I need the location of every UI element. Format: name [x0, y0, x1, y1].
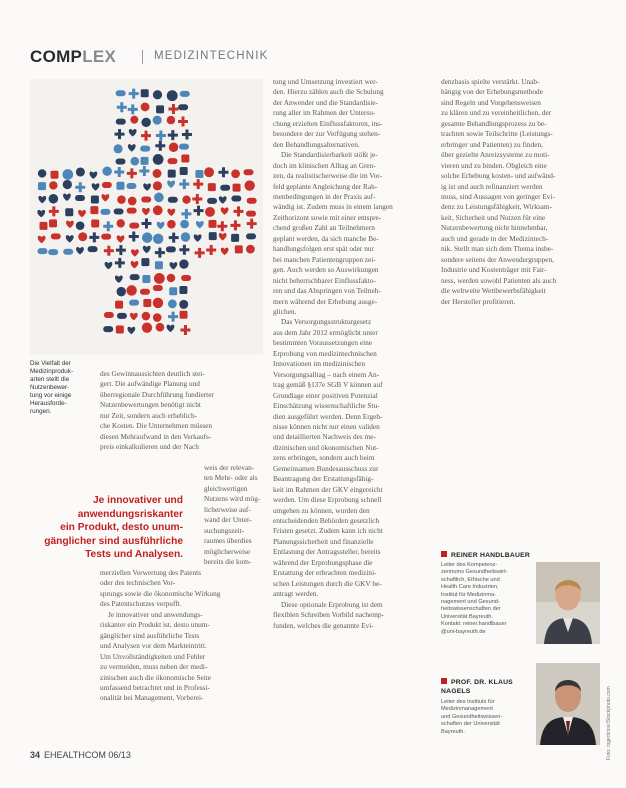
medical-kit-icon: [181, 155, 189, 163]
text-line: gert. Die aufwändige Planung und: [100, 379, 200, 389]
pill-icon: [49, 181, 57, 189]
section-title: MEDIZINTECHNIK: [154, 50, 269, 62]
heart-icon: [129, 129, 137, 136]
cross-icon: [178, 116, 188, 126]
author-bio-2-text: Leiter des Instituts für Medizinmanagement und Gesundheitswissen- schaften der Universität Bayreuth.: [441, 699, 503, 735]
page-footer: [30, 750, 131, 760]
article-column-1-narrow: weis der relevan- ten Mehr- oder als gleichwertigen Nutzens wird mög- licherweise auf- wand der Unter- suchungszeit- raumes überdies möglicherweise bereits die kom-: [204, 463, 261, 567]
cross-icon: [141, 131, 151, 141]
article-column-1-top: [100, 369, 263, 453]
cross-icon: [141, 218, 151, 228]
cross-icon: [218, 167, 228, 177]
pill-icon: [76, 221, 85, 230]
brand-dark: COMP: [30, 47, 83, 66]
capsule-icon: [88, 246, 98, 252]
medical-kit-icon: [116, 182, 124, 190]
pill-icon: [168, 299, 177, 308]
cross-icon: [206, 245, 216, 255]
medical-kit-icon: [38, 182, 46, 190]
capsule-icon: [153, 285, 163, 291]
cross-icon: [180, 325, 190, 335]
cross-icon: [139, 166, 149, 176]
heart-icon: [78, 210, 86, 217]
heart-icon: [115, 275, 123, 282]
cross-icon: [193, 179, 203, 189]
cross-icon: [179, 179, 189, 189]
medical-kit-icon: [91, 220, 99, 228]
page-number: 34: [30, 750, 41, 760]
pill-icon: [169, 143, 178, 152]
cross-icon: [116, 245, 126, 255]
brand-light: LEX: [82, 47, 117, 66]
image-caption: Die Vielfalt der Medizinproduk- arten stellt die Nutzenbewer- tung vor einige Herausforde- rungen.: [30, 360, 74, 415]
medical-kit-icon: [142, 275, 150, 283]
capsule-icon: [37, 248, 47, 254]
capsule-icon: [178, 104, 188, 110]
pill-icon: [126, 285, 136, 295]
photo-credit: Foto: rogerbrice/iStockphoto.com: [606, 686, 612, 760]
cross-icon: [194, 206, 204, 216]
cross-icon: [181, 209, 191, 219]
medical-kit-icon: [208, 220, 216, 228]
capsule-icon: [51, 233, 61, 239]
cross-icon: [103, 221, 113, 231]
cross-icon: [182, 130, 192, 140]
pill-icon: [179, 300, 188, 309]
pill-icon: [156, 323, 165, 332]
text-line: diesen Mehraufwand in den Verkaufs-: [100, 431, 212, 441]
pill-icon: [141, 118, 150, 127]
article-column-1-bottom: merziellen Verwertung des Patents oder des technischen Vor- sprungs sowie die ökonomische Wirkung des Patentschutzes verpufft. Je innovativer und anwendungs- riskanter ein Produkt ist, desto unum- gänglicher sind ausführliche Tests und Analysen vor dem Markteintritt. Um Unvollständigkeiten und Fehler zu vermeiden, muss neben der medi- zinischen auch die ökonomische Seite umfassend betrachtet und in Professi- onalität bei Management, Vorberei-: [100, 568, 221, 703]
capsule-icon: [243, 169, 253, 175]
pill-icon: [130, 116, 138, 124]
cross-icon: [156, 131, 166, 141]
heart-icon: [76, 247, 84, 254]
heart-icon: [38, 236, 46, 243]
pill-icon: [78, 232, 87, 241]
medical-kit-icon: [141, 258, 149, 266]
medical-kit-icon: [235, 245, 243, 253]
capsule-icon: [117, 313, 127, 319]
cross-icon: [233, 206, 243, 216]
pill-icon: [153, 181, 162, 190]
heart-icon: [117, 235, 125, 242]
pill-icon: [182, 195, 190, 203]
heart-icon: [37, 210, 45, 217]
heart-icon: [143, 183, 151, 190]
pill-icon: [117, 219, 125, 227]
pill-icon: [167, 116, 175, 124]
author-photo-2: [536, 663, 600, 745]
pill-icon: [179, 259, 188, 268]
medical-kit-icon: [65, 208, 73, 216]
cross-icon: [247, 219, 257, 229]
medical-kit-icon: [209, 232, 217, 240]
heart-icon: [89, 171, 97, 178]
pill-icon: [153, 90, 162, 99]
medical-kit-icon: [49, 219, 57, 227]
capsule-icon: [114, 208, 124, 214]
heart-icon: [167, 181, 175, 188]
heart-icon: [128, 144, 136, 151]
medical-kit-icon: [180, 311, 188, 319]
text-line: des Gewinnaussichten deutlich stei-: [100, 369, 205, 378]
cross-icon: [104, 246, 114, 256]
heart-icon: [167, 209, 175, 216]
cross-icon: [168, 312, 178, 322]
cross-icon: [117, 102, 127, 112]
cross-icon: [230, 220, 240, 230]
cross-icon: [129, 89, 139, 99]
author-bio-1-text: Leiter des Kompetenz- zentrums Gesundheitswirt- schaftlich, Ethische und Health Care Industrien, Institut für Medizinma- nagement und Gesund- heitswissenschaften der Universität Bayreuth. Kontakt: reiner.handlbauer @uni-bayreuth.de: [441, 562, 508, 635]
heart-icon: [38, 196, 46, 203]
capsule-icon: [75, 195, 85, 201]
pill-icon: [154, 193, 164, 203]
medical-kit-icon: [155, 261, 163, 269]
capsule-icon: [231, 196, 241, 202]
capsule-icon: [127, 208, 137, 214]
medical-kit-icon: [51, 171, 59, 179]
cross-icon: [155, 248, 165, 258]
article-column-3: denzbasis spielte verstärkt. Unab- hängig von der Erhebungsmethode sind Regeln und Vorgehensweisen zu klären und zu vereinheitlichen, der gesamte Behandlungsprozess zu be- trachten sowie Teilschritte (Leistungs- erbringer und Patienten) zu finden, über gezielte Anreizsysteme zu moti- vieren und zu binden. Obgleich eine solche Erhebung kosten- und aufwänd- ig ist und auch refinanziert werden muss, sind Aussagen von geringer Evi- denz zu Leistungsfähigkeit, Wirksam- keit, Sicherheit und Nutzen für eine Nutzenbewertung nicht hinnehmbar, auch und gerade in der Medizintech- nik. Stellt man sich dem Thema insbe- sondere seitens der Anwendergruppen, Industrie und Kostenträger mit Fair- ness, werden sowohl Patienten als auch die weltweite Wettbewerbsfähigkeit der Hersteller profitieren.: [441, 77, 557, 306]
pill-icon: [204, 167, 214, 177]
pill-icon: [153, 205, 163, 215]
capsule-icon: [126, 183, 136, 189]
cross-icon: [115, 129, 125, 139]
capsule-icon: [116, 90, 126, 96]
author-bio-2-name: PROF. DR. KLAUS NAGELS: [441, 679, 513, 695]
heart-icon: [63, 194, 71, 201]
cross-icon: [179, 245, 189, 255]
cross-icon: [217, 221, 227, 231]
heart-icon: [194, 234, 202, 241]
heart-icon: [170, 262, 178, 269]
cross-icon: [168, 104, 178, 114]
pill-icon: [153, 234, 163, 244]
heart-icon: [167, 325, 175, 332]
capsule-icon: [102, 182, 112, 188]
medical-kit-icon: [156, 105, 164, 113]
heart-icon: [142, 208, 150, 215]
capsule-icon: [129, 300, 139, 306]
capsule-icon: [129, 223, 139, 229]
medical-kit-icon: [91, 196, 99, 204]
medical-cross-illustration: [30, 79, 263, 355]
author-photo-1: [536, 562, 600, 644]
capsule-icon: [180, 91, 190, 97]
pill-icon: [153, 169, 162, 178]
capsule-icon: [247, 198, 257, 204]
pull-quote: Je innovativer und anwendungsriskanter ein Produkt, desto unum- gänglicher sind ausführliche Tests und Analysen.: [44, 495, 183, 561]
article-column-2: tung und Umsetzung investiert wer- den. Hierzu zählen auch die Schulung der Anwender und die Standardisie- rung aller im Rahmen der Untersu- chung erzielten Einflussfaktoren, ins- besondere der zur Verfügung stehen- den Behandlungsalternativen. Die Standardisierbarkeit stößt je- doch im klinischen Alltag an Gren- zen, da realistischerweise die im Vor- feld geplante Angleichung der Rah- menbedingungen in der Praxis auf- wändig ist. Zudem muss in einem langen Zeithorizont sowie mit einer entspre- chend großen Zahl an Teilnehmern geplant werden, da sich manche Be- handlungsfolgen erst spät oder nur bei manchen Patientengruppen zei- gen. Auch werden so Auswirkungen nicht beherrschbarer Einflussfakto- ren und das Abspringen von Teilneh- mern während der Erhebung ausge- glichen. Das Versorgungsstrukturgesetz aus dem Jahr 2012 ermöglicht unter bestimmten Voraussetzungen eine Erprobung von medizintechnischen Innovationen im medizinischen Versorgungsalltag – nach einem An- trag gemäß §137e SGB V können auf Grundlage einer positiven Potenzial Einschätzung wissenschaftliche Stu- dien ausgeführt werden. Denn Ergeb- nisse können nicht nur einen validen und detaillierten Nachweis des me- dizinischen und ökonomischen Nut- zens erbringen, sondern auch beim Gemeinsamen Bundesausschuss zur Beantragung der Erstattungsfähig- keit im Rahmen der GKV eingereicht werden. Um diese Erprobung schnell umgehen zu können, wurden den entscheidenden Behörden gesetzlich Fristen gesetzt. Zudem kann ich nicht Planungssicherheit und finanzielle Entlastung der Antragssteller, bereits während der Erprobungsphase die Erstattung der erbrachten medizini- schen Leistungen durch die GKV be- antragt werden. Diese optionale Erprobung ist dem flexiblen Schreiben Vorbild nachemp- funden, welches die genannte Evi-: [273, 77, 393, 630]
capsule-icon: [116, 119, 126, 125]
capsule-icon: [140, 146, 150, 152]
cross-icon: [114, 167, 124, 177]
author-bio-1-name: REINER HANDLBAUER: [441, 551, 530, 559]
medical-kit-icon: [143, 299, 151, 307]
pill-icon: [117, 195, 126, 204]
medical-kit-icon: [141, 157, 149, 165]
pill-icon: [49, 194, 59, 204]
heart-icon: [131, 249, 139, 256]
capsule-icon: [179, 144, 189, 150]
cross-icon: [192, 194, 202, 204]
pill-icon: [102, 166, 111, 175]
medical-kit-icon: [195, 170, 203, 178]
text-line: preis einkalkulieren und der Nach: [100, 442, 199, 452]
medical-icons-cross: [30, 79, 263, 355]
header-divider: [142, 50, 143, 64]
pill-icon: [154, 273, 165, 284]
heart-icon: [92, 183, 100, 190]
pill-icon: [128, 197, 137, 206]
cross-icon: [195, 248, 205, 258]
pill-icon: [142, 232, 153, 243]
medical-kit-icon: [116, 326, 124, 334]
pill-icon: [167, 220, 176, 229]
capsule-icon: [207, 198, 217, 204]
pill-icon: [62, 169, 73, 180]
cross-icon: [168, 130, 178, 140]
page-header: [30, 47, 269, 69]
cross-icon: [89, 232, 99, 242]
pill-icon: [167, 274, 176, 283]
pill-icon: [76, 167, 85, 176]
medical-kit-icon: [115, 301, 123, 309]
medical-kit-icon: [179, 286, 187, 294]
pill-icon: [153, 298, 163, 308]
pill-icon: [142, 322, 152, 332]
medical-kit-icon: [141, 89, 149, 97]
capsule-icon: [101, 234, 111, 240]
capsule-icon: [246, 233, 256, 239]
bio-marker-icon: [441, 551, 447, 557]
heart-icon: [130, 313, 138, 320]
heart-icon: [196, 221, 204, 228]
capsule-icon: [130, 274, 140, 280]
heart-icon: [221, 207, 229, 214]
medical-kit-icon: [168, 170, 176, 178]
text-line: Nutzenbewertungen benötigt nicht: [100, 400, 201, 410]
medical-kit-icon: [90, 206, 98, 214]
medical-kit-icon: [169, 287, 177, 295]
medical-kit-icon: [208, 183, 216, 191]
capsule-icon: [104, 312, 114, 318]
pill-icon: [142, 312, 151, 321]
text-line: che Kosten. Die Unternehmen müssen: [100, 421, 213, 431]
heart-icon: [143, 246, 151, 253]
pill-icon: [231, 169, 240, 178]
medical-kit-icon: [39, 222, 47, 230]
text-line: überregionale Durchführung fundierter: [100, 389, 214, 399]
cross-icon: [129, 232, 139, 242]
magazine-issue: EHEALTHCOM 06/13: [44, 750, 131, 760]
pill-icon: [153, 154, 164, 165]
capsule-icon: [141, 196, 151, 202]
cross-icon: [169, 233, 179, 243]
heart-icon: [157, 222, 165, 229]
cross-icon: [127, 168, 137, 178]
pill-icon: [117, 287, 126, 296]
cross-icon: [75, 182, 85, 192]
capsule-icon: [167, 158, 177, 164]
cross-icon: [128, 104, 138, 114]
capsule-icon: [140, 289, 150, 295]
heart-icon: [101, 194, 109, 201]
capsule-icon: [48, 249, 58, 255]
pill-icon: [153, 313, 162, 322]
capsule-icon: [166, 246, 176, 252]
pill-icon: [63, 180, 72, 189]
heart-icon: [131, 261, 139, 268]
capsule-icon: [103, 326, 113, 332]
cross-icon: [115, 258, 125, 268]
text-line: nur Zeit, sondern auch erheblich-: [100, 410, 198, 420]
pill-icon: [141, 103, 150, 112]
capsule-icon: [100, 209, 110, 215]
pill-icon: [244, 180, 254, 190]
heart-icon: [219, 233, 227, 240]
medical-kit-icon: [180, 167, 188, 175]
heart-icon: [66, 221, 74, 228]
heart-icon: [66, 235, 74, 242]
capsule-icon: [63, 249, 73, 255]
cross-icon: [155, 141, 165, 151]
capsule-icon: [181, 275, 191, 281]
medical-kit-icon: [231, 234, 239, 242]
cross-icon: [49, 206, 59, 216]
heart-icon: [127, 327, 135, 334]
pill-icon: [114, 144, 123, 153]
magazine-brand: [30, 47, 116, 67]
pill-icon: [130, 157, 139, 166]
pill-icon: [181, 232, 190, 241]
bio-marker-icon: [441, 678, 447, 684]
pill-icon: [180, 220, 189, 229]
capsule-icon: [116, 159, 126, 165]
capsule-icon: [246, 211, 256, 217]
pill-icon: [153, 116, 162, 125]
medical-kit-icon: [233, 184, 241, 192]
heart-icon: [105, 262, 113, 269]
heart-icon: [219, 196, 227, 203]
pill-icon: [246, 245, 255, 254]
heart-icon: [221, 248, 229, 255]
capsule-icon: [168, 197, 178, 203]
capsule-icon: [220, 185, 230, 191]
pill-icon: [205, 207, 215, 217]
pill-icon: [167, 90, 178, 101]
pill-icon: [38, 169, 46, 177]
